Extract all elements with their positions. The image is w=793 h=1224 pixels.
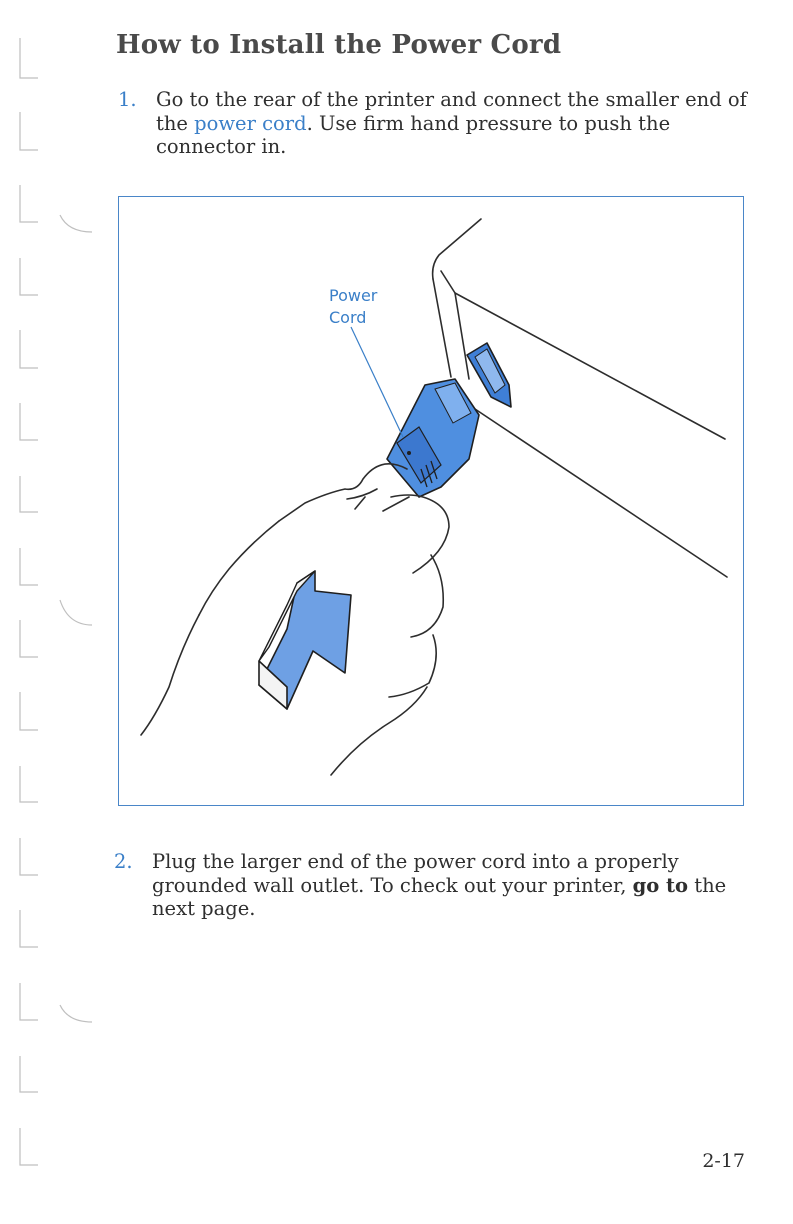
go-to-emphasis: go to bbox=[632, 873, 689, 897]
power-cord-illustration bbox=[118, 196, 744, 806]
page-number: 2-17 bbox=[702, 1150, 745, 1172]
step-text: Plug the larger end of the power cord into a properly grounded wall outlet. To check out your printer, go to the next page. bbox=[152, 850, 727, 920]
receptacle-icon bbox=[467, 343, 511, 407]
step-number: 2. bbox=[114, 850, 133, 873]
connector-plug-icon bbox=[387, 379, 479, 497]
step-text: Go to the rear of the printer and connect the smaller end of the power cord. Use firm hand pressure to push the connector in. bbox=[156, 88, 747, 158]
step-number: 1. bbox=[118, 88, 137, 111]
power-cord-callout bbox=[329, 285, 377, 329]
page-title: How to Install the Power Cord bbox=[116, 30, 562, 60]
step-2 bbox=[114, 850, 754, 922]
step-1 bbox=[118, 88, 758, 160]
push-direction-arrow-icon bbox=[259, 571, 351, 709]
callout-leader-line bbox=[351, 327, 403, 437]
power-cord-term: power cord bbox=[194, 111, 307, 135]
callout-line-1: Power bbox=[329, 286, 378, 305]
printer-rear-outline bbox=[433, 219, 727, 577]
callout-line-2: Cord bbox=[329, 308, 367, 327]
binder-margin bbox=[0, 0, 110, 1224]
